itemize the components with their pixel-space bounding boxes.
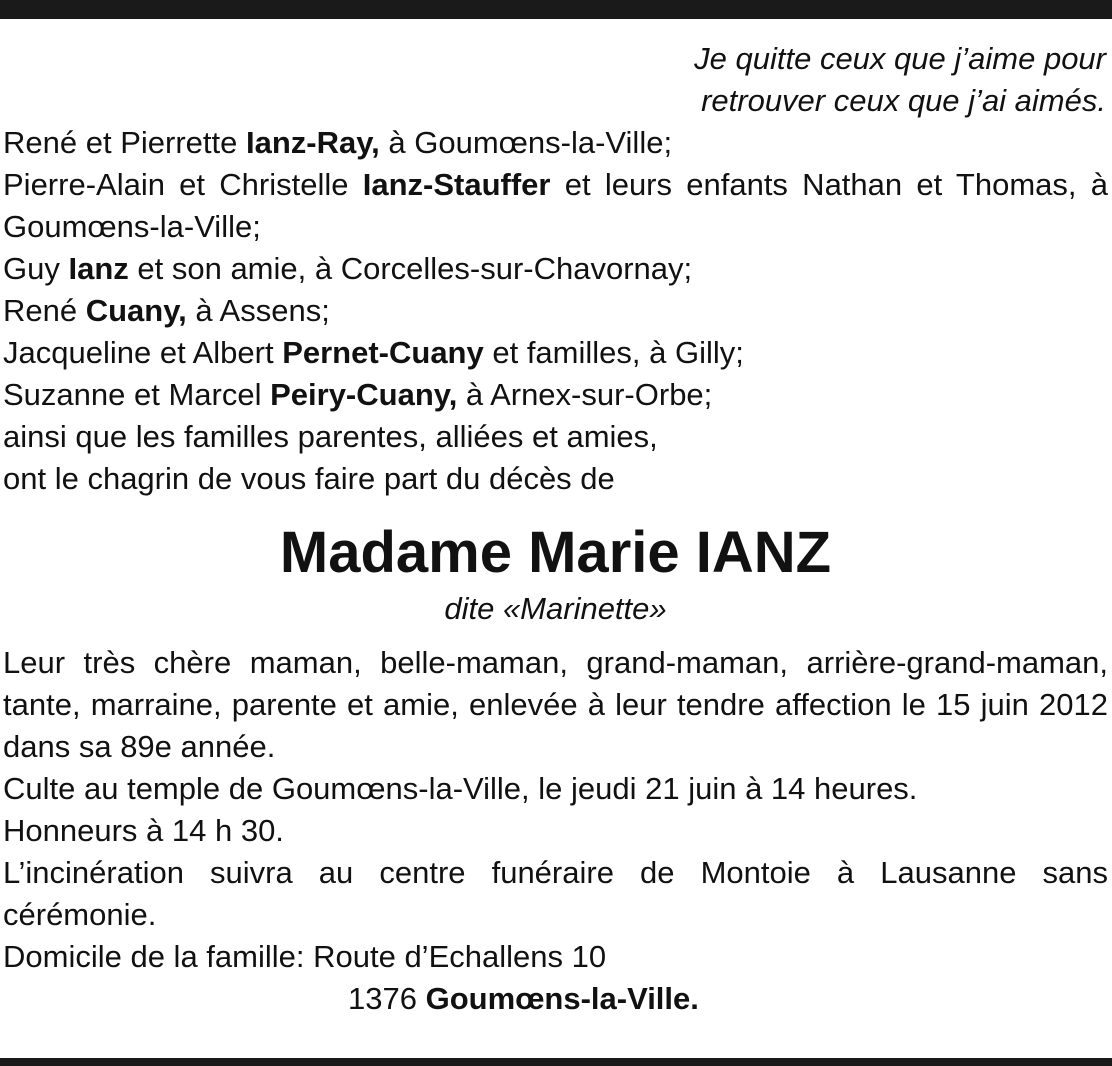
mourner-entry <box>3 374 1108 416</box>
obituary-notice <box>3 38 1108 1020</box>
mourner-family-name: Peiry-Cuany, <box>270 377 458 412</box>
mourners-list <box>3 122 1108 500</box>
mourner-prefix: Suzanne et Marcel <box>3 377 271 412</box>
epitaph-line-2: retrouver ceux que j’ai aimés. <box>701 83 1106 118</box>
mourner-family-name: Cuany, <box>85 293 187 328</box>
address-label: Domicile de la famille: Route d’Echallens 10 <box>3 939 607 974</box>
mourner-suffix: et familles, à Gilly; <box>483 335 744 370</box>
mourner-entry <box>3 332 1108 374</box>
address-locality: Goumœns-la-Ville. <box>425 981 699 1016</box>
mourner-family-name: Ianz-Stauffer <box>362 167 551 202</box>
deceased-nickname: dite «Marinette» <box>444 591 667 626</box>
notice-details <box>3 642 1108 1020</box>
families-line: ainsi que les familles parentes, alliées et amies, <box>3 419 658 454</box>
mourner-suffix: à Goumœns-la-Ville; <box>379 125 673 160</box>
mourner-entry <box>3 122 1108 164</box>
address-postcode: 1376 <box>348 981 417 1016</box>
announcement-line: ont le chagrin de vous faire part du décès de <box>3 461 615 496</box>
top-rule <box>0 0 1112 19</box>
mourner-entry <box>3 164 1108 248</box>
mourner-suffix: à Arnex-sur-Orbe; <box>457 377 713 412</box>
epitaph-line-1: Je quitte ceux que j’aime pour <box>694 41 1106 76</box>
mourner-prefix: Pierre-Alain et Christelle <box>3 167 363 202</box>
mourner-family-name: Ianz-Ray, <box>245 125 380 160</box>
cremation-info: L’incinération suivra au centre funéraire de Montoie à Lausanne sans cérémonie. <box>3 855 1108 932</box>
service-info: Culte au temple de Goumœns-la-Ville, le jeudi 21 juin à 14 heures. <box>3 771 918 806</box>
mourner-entry <box>3 290 1108 332</box>
deceased-name: Madame Marie IANZ <box>279 520 832 585</box>
mourner-prefix: Guy <box>3 251 69 286</box>
epitaph <box>3 38 1108 122</box>
honours-info: Honneurs à 14 h 30. <box>3 813 284 848</box>
bottom-rule <box>0 1058 1112 1066</box>
mourner-family-name: Pernet-Cuany <box>282 335 484 370</box>
mourner-suffix: et leurs enfants Nathan et Thomas, à Goumœns-la-Ville; <box>3 167 1108 244</box>
mourner-suffix: et son amie, à Corcelles-sur-Chavornay; <box>128 251 693 286</box>
mourner-prefix: René et Pierrette <box>3 125 246 160</box>
mourner-prefix: Jacqueline et Albert <box>3 335 283 370</box>
mourner-entry <box>3 248 1108 290</box>
mourner-prefix: René <box>3 293 86 328</box>
tribute-text: Leur très chère maman, belle-maman, grand-maman, arrière-grand-maman, tante, marraine, parente et amie, enlevée à leur tendre affection le 15 juin 2012 dans sa 89e année. <box>3 645 1108 764</box>
address-locality-line <box>3 978 1108 1020</box>
mourner-family-name: Ianz <box>68 251 129 286</box>
mourner-suffix: à Assens; <box>186 293 330 328</box>
